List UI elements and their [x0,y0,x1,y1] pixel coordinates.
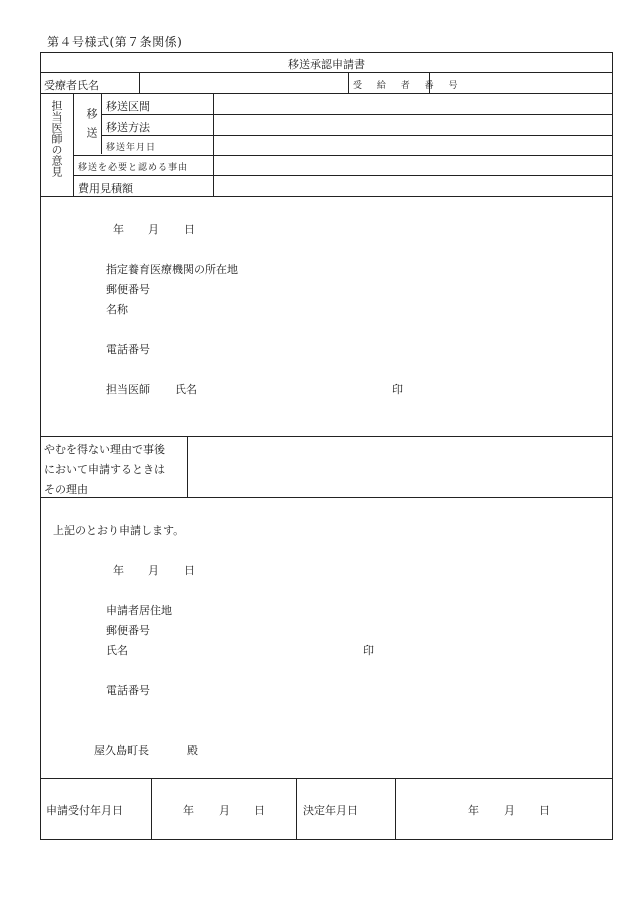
transport-method-field[interactable] [214,115,613,135]
patient-row [41,73,612,94]
applicant-date-month: 月 [148,564,159,577]
applicant-name-label: 氏名 [106,644,128,657]
decision-date-label: 決定年月日 [303,804,358,817]
institution-address-label: 指定養育医療機関の所在地 [106,263,238,276]
form-number: 第４号様式(第７条関係) [47,35,183,49]
patient-name-label: 受療者氏名 [44,79,99,92]
transport-label: 移送 [85,108,98,146]
institution-date-year: 年 [113,223,124,236]
title-row [41,53,612,73]
form-title: 移送承認申請書 [288,58,365,71]
received-day: 日 [254,804,265,817]
applicant-seal-mark: 印 [363,644,374,657]
reason-field[interactable] [214,156,613,175]
institution-block [41,197,612,437]
applicant-date-day: 日 [184,564,195,577]
doctor-name-label: 氏名 [175,383,197,396]
decision-day: 日 [539,804,550,817]
addressee-honorific: 殿 [187,744,198,757]
applicant-statement: 上記のとおり申請します。 [53,524,185,537]
cost-field[interactable] [214,176,613,196]
cost-label: 費用見積額 [78,182,133,195]
received-date-label: 申請受付年月日 [46,804,123,817]
transport-section-label: 移送区間 [106,100,150,113]
transport-method-label: 移送方法 [106,121,150,134]
late-reason-field[interactable] [188,437,613,497]
recipient-number-label: 受 給 者 番 号 [353,81,464,91]
received-month: 月 [219,804,230,817]
decision-year: 年 [468,804,479,817]
reason-label: 移送を必要と認める事由 [78,163,189,173]
institution-postal-label: 郵便番号 [106,283,150,296]
applicant-phone-label: 電話番号 [106,684,150,697]
doctor-opinion-label: 担当医師の意見 [50,100,63,177]
late-reason-label-line3: その理由 [44,483,88,496]
recipient-number-field[interactable] [430,73,612,93]
doctor-seal-mark: 印 [392,383,403,396]
applicant-block [41,498,612,779]
transport-date-field[interactable] [214,136,613,155]
applicant-address-label: 申請者居住地 [106,604,172,617]
addressee: 屋久島町長 [94,744,149,757]
late-reason-label-line1: やむを得ない理由で事後 [44,443,165,456]
institution-phone-label: 電話番号 [106,343,150,356]
doctor-opinion-block [41,94,612,197]
received-year: 年 [183,804,194,817]
late-reason-row [41,437,612,498]
footer-row [41,779,612,839]
transport-date-label: 移送年月日 [106,143,157,153]
late-reason-label-line2: において申請するときは [44,463,165,476]
applicant-date-year: 年 [113,564,124,577]
institution-date-day: 日 [184,223,195,236]
doctor-label: 担当医師 [106,383,150,396]
patient-name-field[interactable] [140,73,347,93]
transport-section-field[interactable] [214,94,613,114]
institution-name-label: 名称 [106,303,128,316]
institution-date-month: 月 [148,223,159,236]
application-form [40,52,613,840]
applicant-postal-label: 郵便番号 [106,624,150,637]
decision-month: 月 [504,804,515,817]
